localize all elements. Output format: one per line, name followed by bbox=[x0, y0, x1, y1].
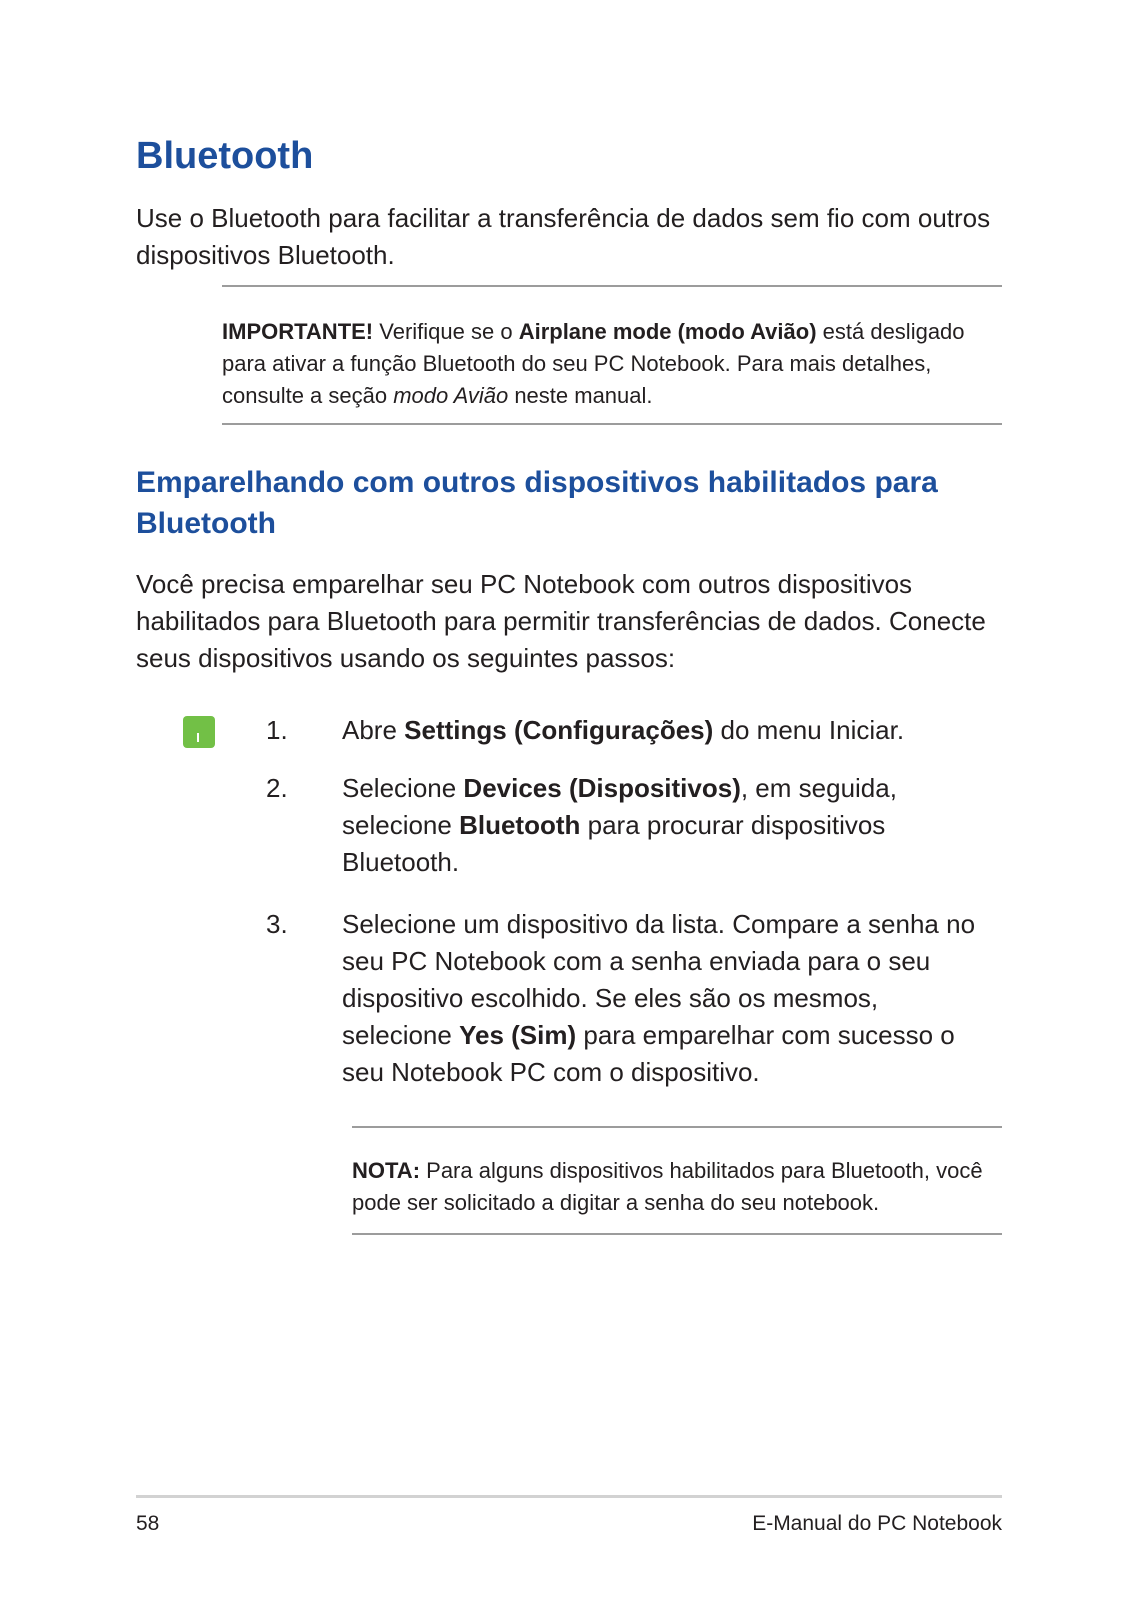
step-2-text-b: , em seguida, selecione bbox=[342, 773, 897, 840]
step-2-text-c: para procurar dispositivos Bluetooth. bbox=[342, 810, 886, 877]
page-number: 58 bbox=[136, 1512, 160, 1535]
step-2-text bbox=[342, 770, 982, 881]
note-top-divider bbox=[352, 1126, 1002, 1128]
airplane-mode-term: Airplane mode (modo Avião) bbox=[518, 319, 817, 344]
important-top-divider bbox=[222, 285, 1002, 287]
important-text-3: neste manual. bbox=[508, 383, 653, 408]
page-title: Bluetooth bbox=[136, 135, 314, 177]
touchpad-icon-bar bbox=[197, 733, 199, 742]
airplane-mode-section-ref: modo Avião bbox=[393, 383, 509, 408]
step-2-number: 2. bbox=[266, 773, 288, 803]
step-3-text-a: Selecione um dispositivo da lista. Compare a senha no seu PC Notebook com a senha enviada para o seu dispositivo escolhido. Se eles são os mesmos, selecione bbox=[342, 909, 976, 1050]
note-bottom-divider bbox=[352, 1233, 1002, 1235]
important-notice bbox=[222, 316, 1012, 412]
section-subtitle: Emparelhando com outros dispositivos habilitados para Bluetooth bbox=[136, 466, 938, 540]
note-text: Para alguns dispositivos habilitados para Bluetooth, você pode ser solicitado a digitar a senha do seu notebook. bbox=[352, 1158, 983, 1215]
important-text-2: está desligado para ativar a função Bluetooth do seu PC Notebook. Para mais detalhes, consulte a seção bbox=[222, 319, 965, 408]
step-2-text-a: Selecione bbox=[342, 773, 464, 803]
step-1-number: 1. bbox=[266, 715, 288, 745]
note-label: NOTA: bbox=[352, 1158, 421, 1183]
step-3-text-b: para emparelhar com sucesso o seu Notebook PC com o dispositivo. bbox=[342, 1020, 955, 1087]
step-1-text-a: Abre bbox=[342, 715, 405, 745]
footer-divider bbox=[136, 1495, 1002, 1498]
manual-name: E-Manual do PC Notebook bbox=[752, 1512, 1002, 1535]
devices-term: Devices (Dispositivos) bbox=[463, 773, 741, 803]
step-3-number: 3. bbox=[266, 909, 288, 939]
step-1-text-b: do menu Iniciar. bbox=[713, 715, 905, 745]
intro-paragraph: Use o Bluetooth para facilitar a transferência de dados sem fio com outros dispositivos Bluetooth. bbox=[136, 203, 991, 270]
pairing-paragraph: Você precisa emparelhar seu PC Notebook com outros dispositivos habilitados para Bluetooth para permitir transferências de dados. Conecte seus dispositivos usando os seguintes passos: bbox=[136, 569, 986, 673]
important-label: IMPORTANTE! bbox=[222, 319, 374, 344]
bluetooth-term: Bluetooth bbox=[459, 810, 581, 840]
yes-term: Yes (Sim) bbox=[459, 1020, 577, 1050]
important-text-1: Verifique se o bbox=[373, 319, 519, 344]
step-1-text bbox=[342, 712, 982, 749]
touchpad-icon bbox=[183, 716, 215, 748]
important-bottom-divider bbox=[222, 423, 1002, 425]
note-box bbox=[352, 1155, 1012, 1219]
step-3-text bbox=[342, 906, 982, 1091]
settings-term: Settings (Configurações) bbox=[404, 715, 714, 745]
